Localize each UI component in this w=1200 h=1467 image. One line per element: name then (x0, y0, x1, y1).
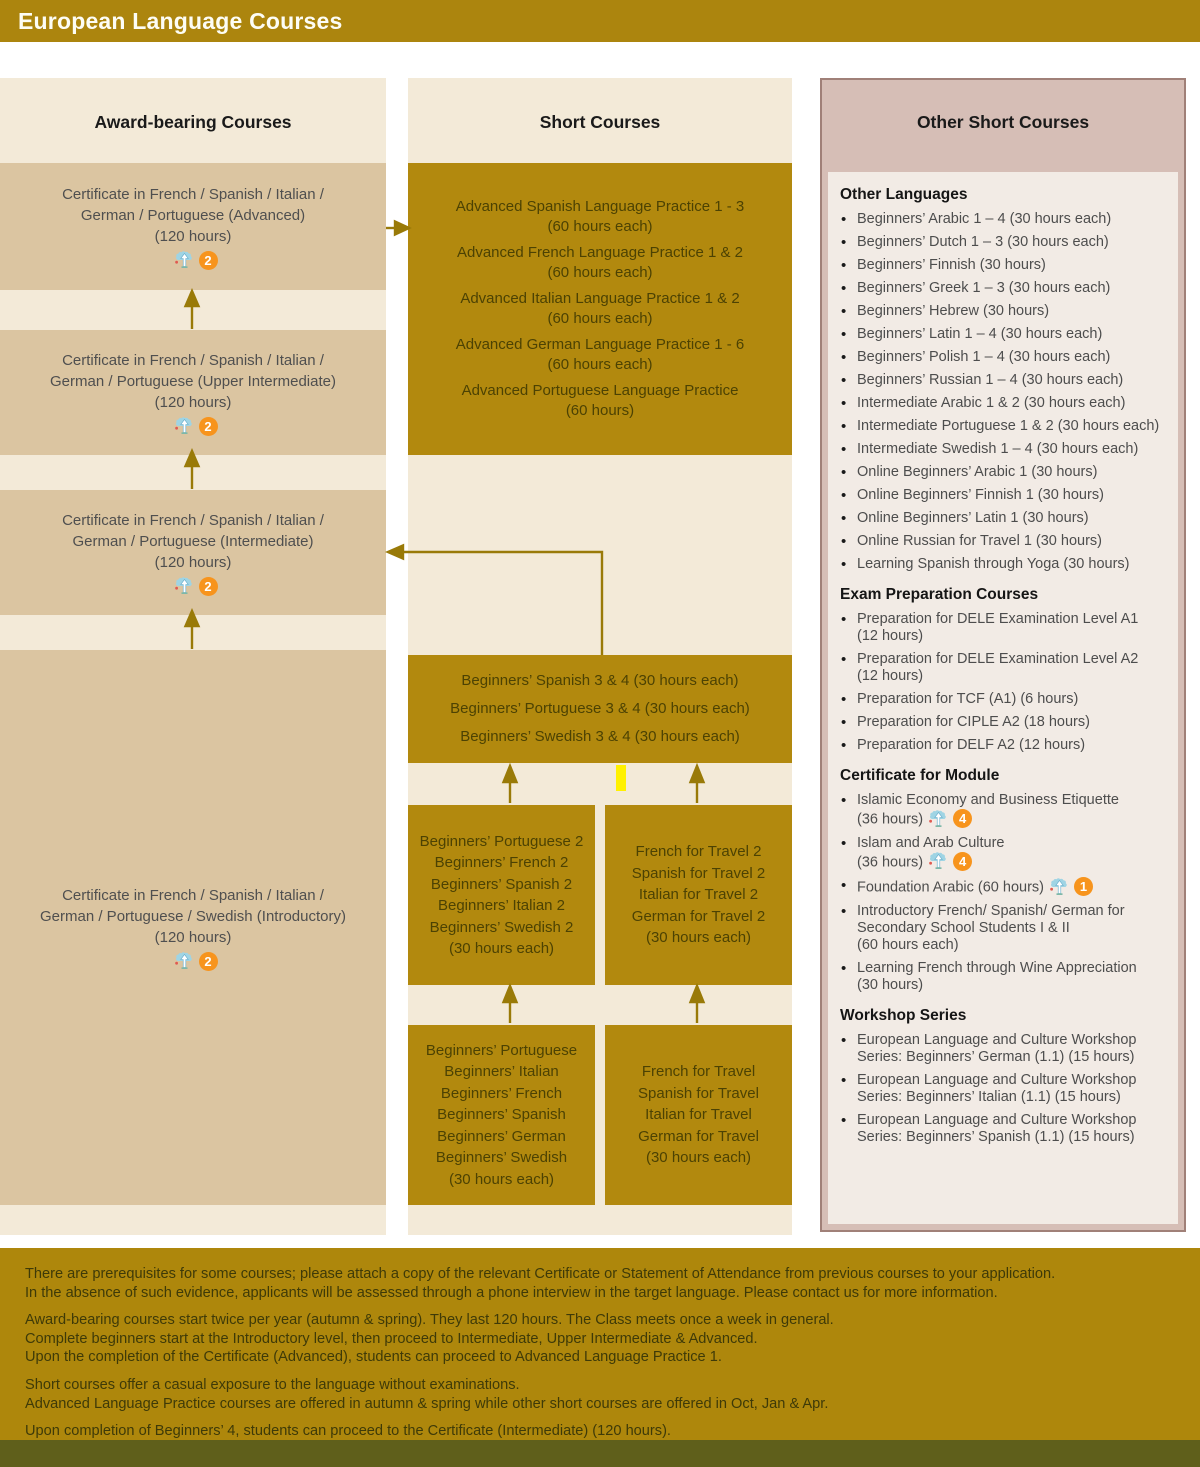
text-line: (60 hours) (565, 402, 635, 419)
text-line: (30 hours each) (645, 1149, 752, 1167)
text-line: Beginners’ Greek 1 – 3 (30 hours each) (857, 280, 1111, 296)
footer-paragraph (25, 1376, 1172, 1413)
cef-count-badge: 2 (199, 952, 218, 971)
footer-line: Short courses offer a casual exposure to the language without examinations. (25, 1376, 520, 1393)
course-item (840, 211, 1166, 228)
cef-icon-row (169, 952, 218, 971)
text-line: Italian for Travel 2 (638, 886, 759, 904)
course-item (840, 903, 1166, 954)
cef-count-badge: 4 (953, 809, 972, 828)
section-heading: Exam Preparation Courses (840, 586, 1039, 603)
text-line: Series: Beginners’ Italian (1.1) (15 hours) (857, 1088, 1121, 1105)
footer-line: There are prerequisites for some courses; please attach a copy of the relevant Certificate or Statement of Attendance from previous courses to your application. (25, 1266, 1056, 1282)
footer-paragraph (25, 1265, 1172, 1302)
text-line: German for Travel 2 (631, 907, 766, 925)
cert-box-upper-intermediate (0, 330, 386, 455)
text-line: Beginners’ Spanish 2 (430, 875, 573, 893)
text-line: Certificate in French / Spanish / Italian / (62, 511, 324, 529)
text-line: Beginners’ Portuguese 2 (419, 832, 584, 850)
text-line: (36 hours) (857, 811, 924, 828)
text-line: Beginners’ Portuguese (425, 1041, 578, 1059)
travel-1-box (605, 1025, 792, 1205)
course-entry (456, 197, 745, 237)
text-line: Beginners’ Dutch 1 – 3 (30 hours each) (857, 234, 1109, 250)
text-line: European Language and Culture Workshop (857, 1111, 1137, 1128)
footer-line: In the absence of such evidence, applicants will be assessed through a phone interview in the target language. Please contact us for more information. (25, 1284, 998, 1301)
other-courses-content (828, 172, 1178, 1224)
cef-count-badge: 1 (1074, 877, 1093, 896)
box-text (426, 1040, 577, 1191)
text-line: Spanish for Travel (638, 1084, 759, 1102)
course-item (840, 1112, 1166, 1146)
course-item (840, 441, 1166, 458)
cef-count-badge: 2 (199, 417, 218, 436)
text-line: Preparation for TCF (A1) (6 hours) (857, 691, 1079, 707)
cef-count-badge: 4 (953, 852, 972, 871)
course-item (840, 234, 1166, 251)
cef-icon (174, 251, 195, 269)
text-line: European Language and Culture Workshop (857, 1071, 1137, 1088)
text-line: (60 hours each) (547, 218, 653, 235)
text-line: Advanced German Language Practice 1 - 6 (455, 336, 745, 353)
course-entry (456, 335, 745, 375)
text-line: Beginners’ French (440, 1084, 563, 1102)
course-entry (456, 289, 745, 329)
cef-icon (928, 852, 949, 870)
footer-paragraphs (25, 1265, 1172, 1441)
text-line: Beginners’ Russian 1 – 4 (30 hours each) (857, 372, 1124, 388)
box-text (638, 1061, 759, 1169)
cef-icon-badge (1049, 877, 1093, 896)
course-item (840, 960, 1166, 994)
arrow-right-advanced-to-practice (386, 222, 409, 235)
text-line: (60 hours each) (857, 936, 959, 953)
footer-line: Award-bearing courses start twice per year (autumn & spring). They last 120 hours. The Class meets once a week in general. (25, 1312, 834, 1329)
cef-icon-row (169, 417, 218, 436)
course-item (840, 877, 1166, 897)
course-item (840, 257, 1166, 274)
text-line: German / Portuguese (Advanced) (80, 206, 306, 224)
cert-text (50, 350, 336, 413)
course-item (840, 487, 1166, 504)
text-line: Italian for Travel (645, 1106, 752, 1124)
cef-icon-badge (174, 251, 218, 270)
column-header-other: Other Short Courses (916, 112, 1090, 132)
course-item (840, 395, 1166, 412)
text-line: (60 hours each) (547, 264, 653, 281)
text-line: Beginners’ Portuguese 3 & 4 (30 hours each) (450, 700, 750, 717)
travel-2-box (605, 805, 792, 985)
text-line: Beginners’ German (437, 1127, 566, 1145)
text-line: (120 hours) (154, 928, 232, 946)
footer-paragraph (25, 1422, 1172, 1441)
text-line: Advanced French Language Practice 1 & 2 (456, 244, 744, 261)
course-list (840, 611, 1166, 754)
text-line: (30 hours) (857, 976, 924, 993)
course-item (840, 835, 1166, 872)
text-line: Beginners’ Italian (444, 1063, 559, 1081)
course-item (840, 510, 1166, 527)
text-line: Intermediate Arabic 1 & 2 (30 hours each) (857, 395, 1126, 411)
text-line: Spanish for Travel 2 (631, 864, 766, 882)
header-bar (0, 0, 1200, 42)
course-item (840, 418, 1166, 435)
box-text (450, 667, 750, 751)
text-line: Series: Beginners’ German (1.1) (15 hours) (857, 1048, 1135, 1065)
text-line: Certificate in French / Spanish / Italian / (62, 886, 324, 904)
course-item (840, 1032, 1166, 1066)
course-list (840, 792, 1166, 994)
course-item (840, 280, 1166, 297)
bottom-bar (0, 1440, 1200, 1467)
text-line: German / Portuguese (Upper Intermediate) (50, 372, 336, 390)
text-line: (120 hours) (154, 393, 232, 411)
course-item (840, 651, 1166, 685)
text-line: Beginners’ Latin 1 – 4 (30 hours each) (857, 326, 1103, 342)
column-header-award: Award-bearing Courses (94, 112, 292, 132)
cert-text (62, 184, 324, 247)
yellow-highlight-mark (616, 765, 626, 791)
text-line: Series: Beginners’ Spanish (1.1) (15 hours) (857, 1128, 1135, 1145)
cert-box-intermediate (0, 490, 386, 615)
text-line: Advanced Spanish Language Practice 1 - 3 (455, 198, 745, 215)
text-line: Online Russian for Travel 1 (30 hours) (857, 533, 1102, 549)
text-line: (120 hours) (154, 227, 232, 245)
course-item (840, 737, 1166, 754)
beginners-1-box (408, 1025, 595, 1205)
text-line: Beginners’ Finnish (30 hours) (857, 257, 1046, 273)
cef-icon-badge (174, 417, 218, 436)
cert-box-introductory (0, 650, 386, 1205)
text-line: Beginners’ Polish 1 – 4 (30 hours each) (857, 349, 1111, 365)
sections-host (840, 186, 1166, 1146)
cef-icon-row (169, 577, 218, 596)
course-item (840, 326, 1166, 343)
box-text (420, 831, 584, 960)
text-line: Preparation for DELE Examination Level A2 (857, 651, 1139, 667)
text-line: German / Portuguese / Swedish (Introductory) (40, 907, 346, 925)
text-line: Beginners’ Swedish (435, 1149, 568, 1167)
text-line: German for Travel (638, 1127, 759, 1145)
course-list (840, 1032, 1166, 1146)
text-line: Learning Spanish through Yoga (30 hours) (857, 556, 1130, 572)
course-list (840, 211, 1166, 573)
footer-notes (0, 1248, 1200, 1440)
course-item (840, 372, 1166, 389)
page-title: European Language Courses (18, 8, 343, 34)
cef-icon-badge (928, 809, 972, 828)
cef-icon-row (169, 251, 218, 270)
text-line: (60 hours each) (547, 310, 653, 327)
text-line: (30 hours each) (448, 1170, 555, 1188)
course-item (840, 349, 1166, 366)
section-heading: Certificate for Module (840, 767, 1000, 784)
cef-icon (174, 577, 195, 595)
text-line: Beginners’ Arabic 1 – 4 (30 hours each) (857, 211, 1112, 227)
advanced-practice-box (408, 163, 792, 455)
text-line: German / Portuguese (Intermediate) (72, 532, 314, 550)
section-heading: Other Languages (840, 186, 968, 203)
text-line: Preparation for CIPLE A2 (18 hours) (857, 714, 1090, 730)
cef-icon (1049, 878, 1070, 896)
cef-count-badge: 2 (199, 577, 218, 596)
box-text (632, 841, 765, 949)
footer-line: Complete beginners start at the Introductory level, then proceed to Intermediate, Upper Intermediate & Advanced. (25, 1330, 758, 1347)
cef-icon-badge (928, 852, 972, 871)
text-line: Intermediate Swedish 1 – 4 (30 hours each) (857, 441, 1139, 457)
text-line: Certificate in French / Spanish / Italian / (62, 351, 324, 369)
text-line: (36 hours) (857, 854, 924, 870)
text-line: Preparation for DELF A2 (12 hours) (857, 737, 1086, 753)
text-line: (30 hours each) (645, 929, 752, 947)
text-line: Intermediate Portuguese 1 & 2 (30 hours each) (857, 418, 1160, 434)
course-item (840, 792, 1166, 829)
text-line: Advanced Portuguese Language Practice (461, 382, 739, 399)
text-line: Beginners’ French 2 (434, 854, 569, 871)
text-line: (12 hours) (857, 668, 924, 684)
cert-text (62, 510, 324, 573)
course-entry (456, 381, 745, 421)
text-line: Advanced Italian Language Practice 1 & 2 (460, 290, 740, 307)
course-item (840, 303, 1166, 320)
beginners-3-4-box (408, 655, 792, 763)
beginners-2-box (408, 805, 595, 985)
course-item (840, 464, 1166, 481)
cef-icon-badge (174, 577, 218, 596)
cef-icon (174, 417, 195, 435)
text-line: Beginners’ Swedish 3 & 4 (30 hours each) (460, 728, 740, 745)
text-line: French for Travel 2 (635, 843, 762, 861)
course-item (840, 714, 1166, 731)
text-line: Beginners’ Italian 2 (437, 897, 566, 914)
text-line: Preparation for DELE Examination Level A1 (857, 611, 1139, 627)
text-line: European Language and Culture Workshop (857, 1031, 1137, 1048)
course-item (840, 691, 1166, 708)
course-item (840, 1072, 1166, 1106)
text-line: (12 hours) (857, 628, 924, 644)
text-line: Online Beginners’ Latin 1 (30 hours) (857, 510, 1089, 526)
text-line: Online Beginners’ Arabic 1 (30 hours) (857, 464, 1098, 480)
advanced-practice-courses (456, 191, 745, 427)
course-item (840, 533, 1166, 550)
course-item (840, 556, 1166, 573)
text-line: Certificate in French / Spanish / Italian / (62, 185, 324, 203)
section-heading: Workshop Series (840, 1006, 967, 1024)
text-line: Beginners’ Spanish (437, 1106, 566, 1124)
text-line: (60 hours each) (547, 356, 653, 373)
footer-line: Upon completion of Beginners’ 4, students can proceed to the Certificate (Intermediate) (120 hours). (25, 1423, 671, 1440)
footer-paragraph (25, 1311, 1172, 1367)
text-line: Learning French through Wine Appreciation (857, 959, 1137, 976)
cert-text (40, 885, 346, 948)
text-line: French for Travel (641, 1063, 756, 1081)
text-line: Beginners’ Swedish 2 (429, 918, 574, 936)
course-item (840, 611, 1166, 645)
text-line: (30 hours each) (448, 940, 555, 957)
cef-icon-badge (174, 952, 218, 971)
text-line: Islamic Economy and Business Etiquette (857, 792, 1119, 808)
cef-icon (928, 810, 949, 828)
cef-icon (174, 952, 195, 970)
cef-count-badge: 2 (199, 251, 218, 270)
text-line: Introductory French/ Spanish/ German for (857, 902, 1125, 919)
text-line: Beginners’ Hebrew (30 hours) (857, 303, 1050, 319)
text-line: Secondary School Students I & II (857, 919, 1070, 936)
footer-line: Advanced Language Practice courses are offered in autumn & spring while other short courses are offered in Oct, Jan & Apr. (25, 1395, 829, 1412)
text-line: Islam and Arab Culture (857, 834, 1005, 851)
cert-box-advanced (0, 163, 386, 290)
column-header-short: Short Courses (539, 112, 661, 132)
text-line: Foundation Arabic (60 hours) (857, 879, 1044, 896)
footer-line: Upon the completion of the Certificate (Advanced), students can proceed to Advanced Language Practice 1. (25, 1349, 722, 1366)
text-line: Beginners’ Spanish 3 & 4 (30 hours each) (461, 672, 739, 689)
text-line: (120 hours) (154, 553, 232, 571)
course-entry (456, 243, 745, 283)
text-line: Online Beginners’ Finnish 1 (30 hours) (857, 487, 1104, 503)
